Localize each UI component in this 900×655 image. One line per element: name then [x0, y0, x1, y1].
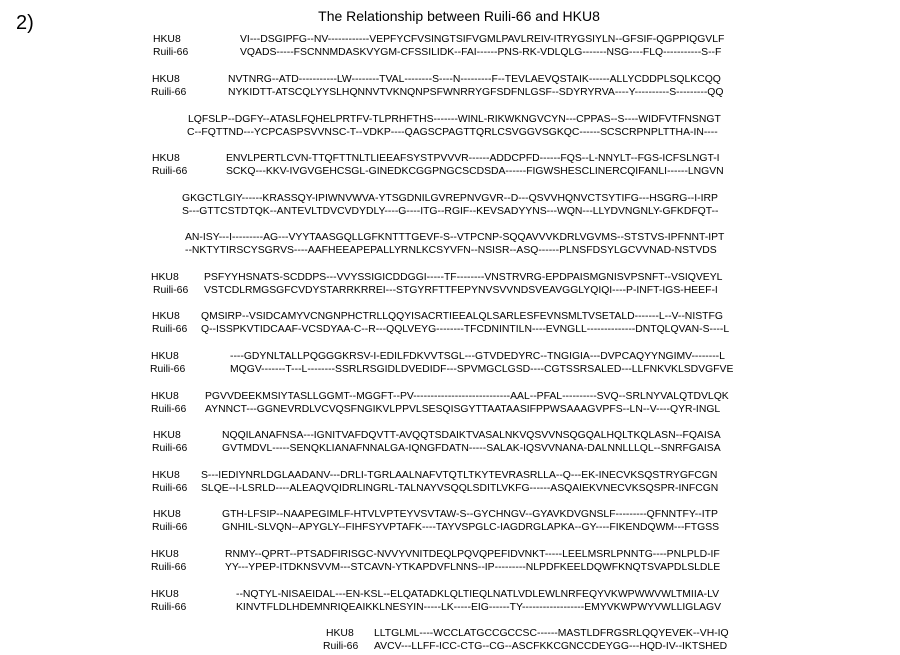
sequence-line: ----GDYNLTALLPQGGGKRSV-I-EDILFDKVVTSGL---GTVDEDYRC--TNGIGIA---DVPCAQYYNGIMV--------L: [230, 351, 725, 362]
species-label: Ruili-66: [152, 324, 188, 335]
sequence-line: GKGCTLGIY------KRASSQY-IPIWNVWVA-YTSGDNILGVREPNVGVR--D---QSVVHQNVCTSYTIFG---HSGRG--I-IRP: [182, 193, 718, 204]
species-label: HKU8: [151, 272, 179, 283]
sequence-line: AYNNCT---GGNEVRDLVCVQSFNGIKVLPPVLSESQISGYTTAATAASIFPPWSAAAGVPFS--LN--V----QYR-INGL: [205, 404, 721, 415]
species-label: Ruili-66: [151, 562, 187, 573]
species-label: Ruili-66: [152, 443, 188, 454]
species-label: Ruili-66: [151, 404, 187, 415]
sequence-line: SLQE--I-LSRLD----ALEAQVQIDRLINGRL-TALNAYVSQQLSDITLVKFG------ASQAIEKVNECVKSQSPR-INFCGN: [201, 483, 719, 494]
sequence-line: MQGV-------T---L--------SSRLRSGIDLDVEDIDF---SPVMGCLGSD----CGTSSRSALED---LLFNKVKLSDVGFVE: [230, 364, 734, 375]
species-label: HKU8: [152, 470, 180, 481]
sequence-line: S---GTTCSTDTQK--ANTEVLTDVCVDYDLY----G----ITG--RGIF--KEVSADYYNS---WQN---LLYDVNGNLY-GFKDFQT--: [182, 206, 719, 217]
species-label: Ruili-66: [152, 483, 188, 494]
species-label: HKU8: [152, 153, 180, 164]
panel-label: 2): [16, 12, 34, 34]
species-label: HKU8: [151, 589, 179, 600]
species-label: HKU8: [153, 34, 181, 45]
species-label: Ruili-66: [151, 87, 187, 98]
sequence-line: Q--ISSPKVTIDCAAF-VCSDYAA-C--R---QQLVEYG--------TFCDNINTILN----EVNGLL--------------DNTQLQVAN-S----L: [201, 324, 730, 335]
sequence-line: PGVVDEEKMSIYTASLLGGMT--MGGFT--PV----------------------------AAL--PFAL----------SVQ--SRLNYVALQTDVLQK: [205, 391, 729, 402]
species-label: Ruili-66: [153, 47, 189, 58]
species-label: HKU8: [152, 74, 180, 85]
species-label: Ruili-66: [150, 364, 186, 375]
species-label: Ruili-66: [151, 602, 187, 613]
species-label: Ruili-66: [152, 522, 188, 533]
sequence-line: --NQTYL-NISAEIDAL---EN-KSL--ELQATADKLQLTIEQLNATLVDLEWLNRFEQYVKWPWWVWLTMIIA-LV: [236, 589, 720, 600]
species-label: Ruili-66: [152, 166, 188, 177]
sequence-line: NVTNRG--ATD-----------LW--------TVAL--------S----N---------F--TEVLAEVQSTAIK------ALLYCDDPLSQLKCQQ: [228, 74, 721, 85]
sequence-line: YY---YPEP-ITDKNSVVM---STCAVN-YTKAPDVFLNNS--IP---------NLPDFKEELDQWFKNQTSVAPDLSLDLE: [225, 562, 721, 573]
sequence-line: VQADS-----FSCNNMDASKVYGM-CFSSILIDK--FAI------PNS-RK-VDLQLG-------NSG----FLQ-----------S--F: [240, 47, 722, 58]
species-label: Ruili-66: [323, 641, 359, 652]
sequence-line: SCKQ---KKV-IVGVGEHCSGL-GINEDKCGGPNGCSCDSDA------FIGWSHESCLINERCQIFANLI------LNGVN: [226, 166, 724, 177]
sequence-line: LQFSLP--DGFY--ATASLFQHELPRTFV-TLPRHFTHS-------WINL-RIKWKNGVCYN---CPPAS--S----WIDFVTFNSNGT: [188, 114, 721, 125]
species-label: HKU8: [326, 628, 354, 639]
sequence-line: AVCV---LLFF-ICC-CTG--CG--ASCFKKCGNCCDEYGG---HQD-IV--IKTSHED: [374, 641, 728, 652]
sequence-line: AN-ISY---I---------AG---VYYTAASGQLLGFKNTTTGEVF-S--VTPCNP-SQQAVVVKDRLVGVMS--STSTVS-IPFNNT-IPT: [185, 232, 725, 243]
species-label: HKU8: [151, 549, 179, 560]
sequence-line: NYKIDTT-ATSCQLYYSLHQNNVTVKNQNPSFWNRRYGFSDFNLGSF--SDYRYRVA----Y----------S---------QQ: [228, 87, 724, 98]
sequence-line: ENVLPERTLCVN-TTQFTTNLTLIEEAFSYSTPVVVR------ADDCPFD------FQS--L-NNYLT--FGS-ICFSLNGT-I: [226, 153, 720, 164]
sequence-line: PSFYYHSNATS-SCDDPS---VVYSSIGICDDGGI-----TF--------VNSTRVRG-EPDPAISMGNISVPSNFT--VSIQVEYL: [204, 272, 723, 283]
figure-title: The Relationship between Ruili-66 and HKU8: [318, 8, 600, 24]
species-label: HKU8: [153, 509, 181, 520]
sequence-line: GNHIL-SLVQN--APYGLY--FIHFSYVPTAFK----TAYVSPGLC-IAGDRGLAPKA--GY----FIKENDQWM---FTGSS: [222, 522, 720, 533]
sequence-line: KINVTFLDLHDEMNRIQEAIKKLNESYIN-----LK-----EIG------TY------------------EMYVKWPWYVWLLIGLAGV: [236, 602, 722, 613]
species-label: HKU8: [153, 430, 181, 441]
sequence-line: --NKTYTIRSCYSGRVS----AAFHEEAPEPALLYRNLKCSYVFN--NSISR--ASQ------PLNSFDSYLGCVVNAD-NSTVDS: [185, 245, 717, 256]
species-label: HKU8: [151, 391, 179, 402]
sequence-line: GTH-LFSIP--NAAPEGIMLF-HTVLVPTEYVSVTAW-S--GYCHNGV--GYAVKDVGNSLF---------QFNNTFY--ITP: [222, 509, 718, 520]
sequence-line: GVTMDVL-----SENQKLIANAFNNALGA-IQNGFDATN-----SALAK-IQSVVNANA-DALNNLLLQL--SNRFGAISA: [222, 443, 721, 454]
species-label: HKU8: [152, 311, 180, 322]
sequence-line: LLTGLML----WCCLATGCCGCCSC------MASTLDFRGSRLQQYEVEK--VH-IQ: [374, 628, 729, 639]
sequence-line: VI---DSGIPFG--NV------------VEPFYCFVSINGTSIFVGMLPAVLREIV-ITRYGSIYLN--GFSIF-QGPPIQGVLF: [240, 34, 725, 45]
sequence-line: QMSIRP--VSIDCAMYVCNGNPHCTRLLQQYISACRTIEEALQLSARLESFEVNSMLTVSETALD-------L--V--NISTFG: [201, 311, 723, 322]
species-label: HKU8: [151, 351, 179, 362]
sequence-line: S---IEDIYNRLDGLAADANV---DRLI-TGRLAALNAFVTQTLTKYTEVRASRLLA--Q---EK-INECVKSQSTRYGFCGN: [201, 470, 718, 481]
sequence-line: RNMY--QPRT--PTSADFIRISGC-NVVYVNITDEQLPQVQPEFIDVNKT-----LEELMSRLPNNTG----PNLPLD-IF: [225, 549, 720, 560]
species-label: Ruili-66: [153, 285, 189, 296]
sequence-line: C--FQTTND---YCPCASPSVVNSC-T--VDKP----QAGSCPAGTTQRLCSVGGVSGKQC------SCSCRPNPLTTHA-IN----: [187, 127, 718, 138]
sequence-line: NQQILANAFNSA---IGNITVAFDQVTT-AVQQTSDAIKTVASALNKVQSVVNSQGQALHQLTKQLASN--FQAISA: [222, 430, 721, 441]
sequence-line: VSTCDLRMGSGFCVDYSTARRKRREI---STGYRFTTFEPYNVSVVNDSVEAVGGLYQIQI----P-INFT-IGS-HEEF-I: [204, 285, 718, 296]
